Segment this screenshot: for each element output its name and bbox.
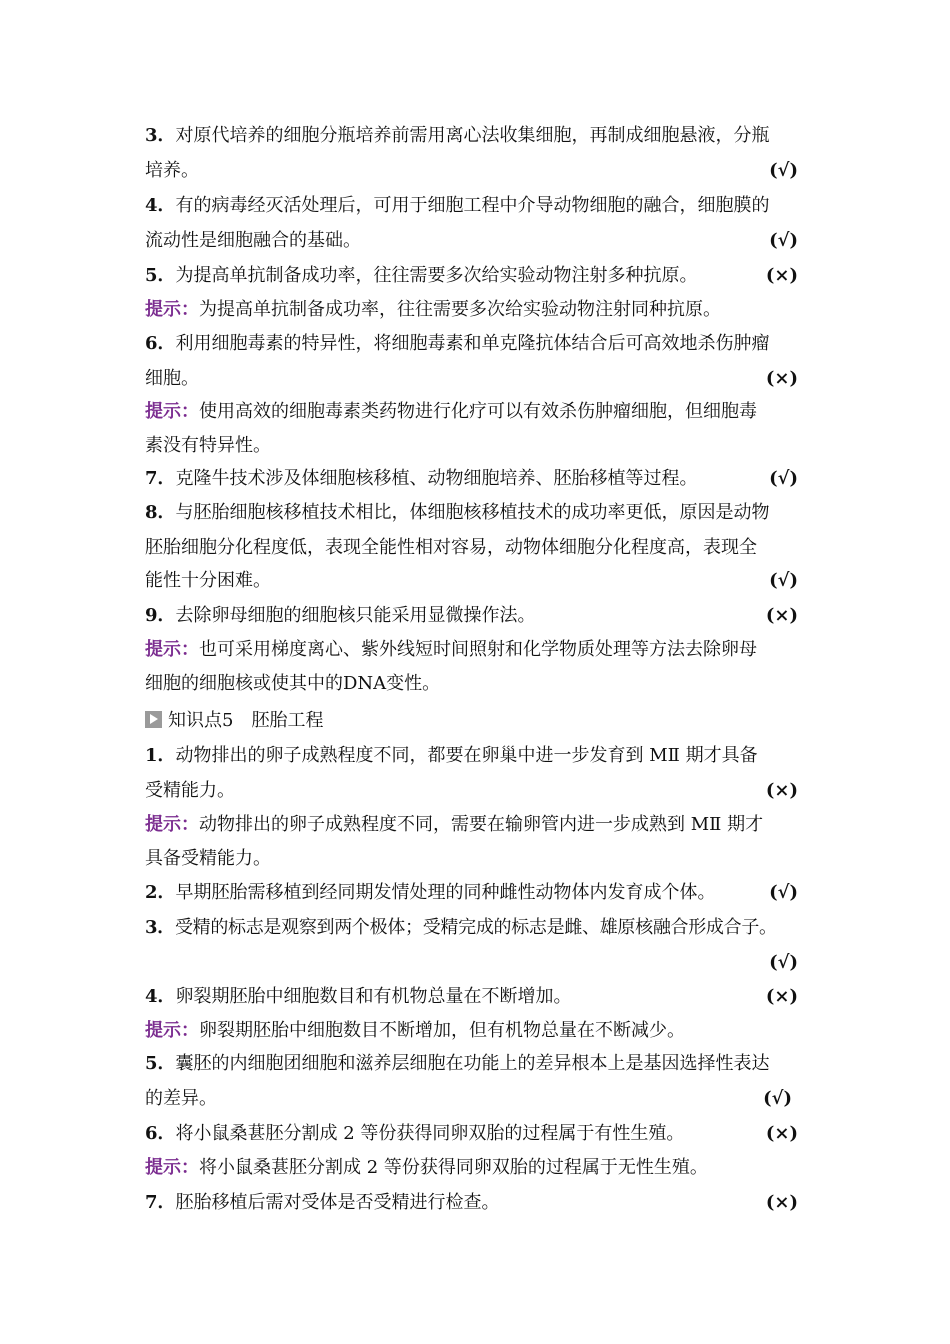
s5-statement-5-line-1: 5．囊胚的内细胞团细胞和滋养层细胞在功能上的差异根本上是基因选择性表达 <box>145 1053 770 1074</box>
statement-6-line-1: 6．利用细胞毒素的特异性，将细胞毒素和单克隆抗体结合后可高效地杀伤肿瘤 <box>145 333 770 354</box>
s5-statement-2-line-1: 2．早期胚胎需移植到经同期发情处理的同种雌性动物体内发育成个体。 (√) <box>145 882 798 903</box>
answer-mark: (√) <box>763 1088 792 1109</box>
s5-statement-1-line-2: 受精能力。 (×) <box>145 780 798 801</box>
statement-9-line-1: 9．去除卵母细胞的细胞核只能采用显微操作法。 (×) <box>145 605 798 626</box>
answer-mark: (√) <box>769 882 798 903</box>
answer-mark: (×) <box>765 1192 798 1213</box>
hint-label: 提示： <box>145 639 199 660</box>
statement-4-line-1: 4．有的病毒经灭活处理后，可用于细胞工程中介导动物细胞的融合，细胞膜的 <box>145 195 770 216</box>
s5-hint-6-line-1: 提示：将小鼠桑葚胚分割成 2 等份获得同卵双胎的过程属于无性生殖。 <box>145 1157 708 1178</box>
hint-label: 提示： <box>145 401 199 422</box>
answer-mark: (√) <box>769 952 798 973</box>
statement-5-line-1: 5．为提高单抗制备成功率，往往需要多次给实验动物注射多种抗原。 (×) <box>145 265 798 286</box>
hint-label: 提示： <box>145 1157 199 1178</box>
answer-mark: (×) <box>765 1123 798 1144</box>
s5-statement-3-line-1: 3．受精的标志是观察到两个极体；受精完成的标志是雌、雄原核融合形成合子。 <box>145 917 777 938</box>
answer-mark: (×) <box>765 986 798 1007</box>
s5-statement-4-line-1: 4．卵裂期胚胎中细胞数目和有机物总量在不断增加。 (×) <box>145 986 798 1007</box>
statement-3-line-1: 3．对原代培养的细胞分瓶培养前需用离心法收集细胞，再制成细胞悬液，分瓶 <box>145 125 770 146</box>
s5-statement-5-line-2: 的差异。 (√) <box>145 1088 792 1109</box>
statement-3-line-2: 培养。 (√) <box>145 160 798 181</box>
hint-9-line-2: 细胞的细胞核或使其中的DNA变性。 <box>145 673 441 694</box>
answer-mark: (×) <box>765 265 798 286</box>
hint-label: 提示： <box>145 1020 199 1041</box>
statement-6-line-2: 细胞。 (×) <box>145 368 798 389</box>
s5-statement-7-line-1: 7．胚胎移植后需对受体是否受精进行检查。 (×) <box>145 1192 798 1213</box>
hint-6-line-2: 素没有特异性。 <box>145 435 271 456</box>
hint-5-line-1: 提示：为提高单抗制备成功率，往往需要多次给实验动物注射同种抗原。 <box>145 299 721 320</box>
hint-label: 提示： <box>145 814 199 835</box>
s5-hint-1-line-1: 提示：动物排出的卵子成熟程度不同，需要在输卵管内进一步成熟到 MⅡ 期才 <box>145 814 764 835</box>
answer-mark: (×) <box>765 605 798 626</box>
statement-8-line-3: 能性十分困难。 (√) <box>145 570 798 591</box>
statement-7-line-1: 7．克隆牛技术涉及体细胞核移植、动物细胞培养、胚胎移植等过程。 (√) <box>145 468 798 489</box>
s5-statement-1-line-1: 1．动物排出的卵子成熟程度不同，都要在卵巢中进一步发育到 MⅡ 期才具备 <box>145 745 758 766</box>
s5-statement-6-line-1: 6．将小鼠桑葚胚分割成 2 等份获得同卵双胎的过程属于有性生殖。 (×) <box>145 1123 798 1144</box>
hint-9-line-1: 提示：也可采用梯度离心、紫外线短时间照射和化学物质处理等方法去除卵母 <box>145 639 757 660</box>
statement-8-line-1: 8．与胚胎细胞核移植技术相比，体细胞核移植技术的成功率更低，原因是动物 <box>145 502 770 523</box>
play-icon <box>145 711 162 728</box>
hint-6-line-1: 提示：使用高效的细胞毒素类药物进行化疗可以有效杀伤肿瘤细胞，但细胞毒 <box>145 401 757 422</box>
s5-hint-1-line-2: 具备受精能力。 <box>145 848 271 869</box>
statement-4-line-2: 流动性是细胞融合的基础。 (√) <box>145 230 798 251</box>
answer-mark: (×) <box>765 368 798 389</box>
s5-hint-4-line-1: 提示：卵裂期胚胎中细胞数目不断增加，但有机物总量在不断减少。 <box>145 1020 685 1041</box>
statement-8-line-2: 胚胎细胞分化程度低，表现全能性相对容易，动物体细胞分化程度高，表现全 <box>145 537 757 558</box>
hint-label: 提示： <box>145 299 199 320</box>
answer-mark: (√) <box>769 468 798 489</box>
section-title: 知识点5 胚胎工程 <box>168 710 324 731</box>
answer-mark: (√) <box>769 570 798 591</box>
section-heading <box>145 709 810 733</box>
answer-mark: (×) <box>765 780 798 801</box>
answer-mark: (√) <box>769 160 798 181</box>
answer-mark: (√) <box>769 230 798 251</box>
